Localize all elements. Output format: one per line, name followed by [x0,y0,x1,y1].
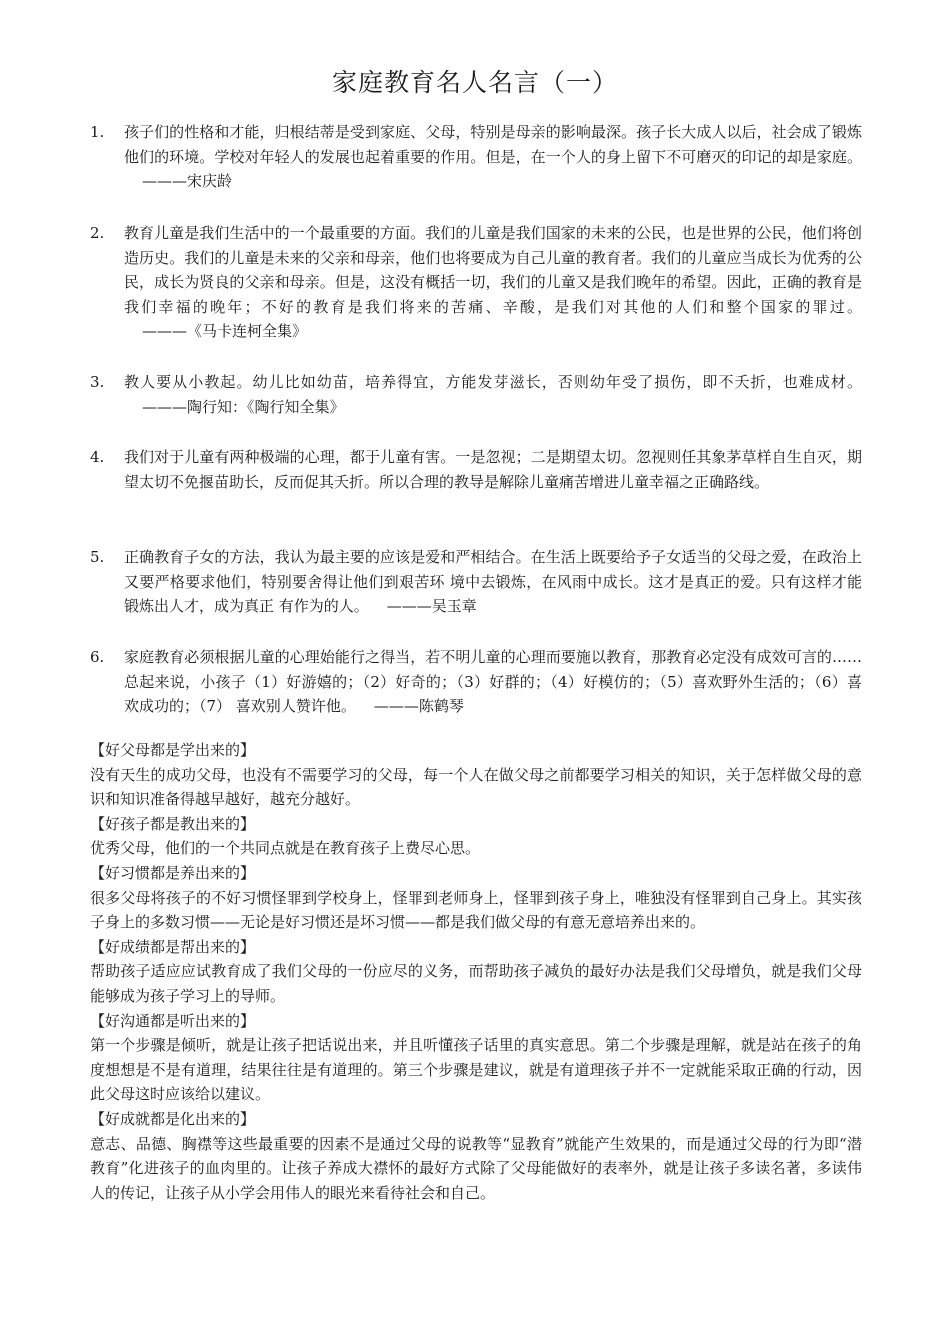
section-heading: 【好习惯都是养出来的】 [90,863,256,882]
quote-number: 1. [90,123,105,141]
quote-source: ———吴玉章 [386,597,477,615]
quote-text: 正确教育子女的方法，我认为最主要的应该是爱和严相结合。在生活上既要给予子女适当的父母之爱，在政治上又要严格要求他们，特别要舍得让他们到艰苦环 境中去锻炼，在风雨中成长。这才是真正的爱。只有这样才能锻炼出人才，成为真正 有作为的人。 [124,548,862,615]
quote-item-3 [90,370,862,419]
quote-body [124,545,862,619]
quote-source: ———陶行知：《陶行知全集》 [142,397,345,416]
quote-number: 2. [90,224,105,242]
quote-source: ———宋庆龄 [142,172,233,190]
quote-number: 5. [90,548,105,566]
section-text: 帮助孩子适应应试教育成了我们父母的一份应尽的义务，而帮助孩子减负的最好办法是我们父母增负，就是我们父母能够成为孩子学习上的导师。 [90,962,862,1005]
quote-source: ———《马卡连柯全集》 [142,322,308,340]
page-title: 家庭教育名人名言（一） [331,68,618,97]
quote-number: 4. [90,448,105,466]
quote-item-4 [90,445,862,494]
section-heading: 【好沟通都是听出来的】 [90,1011,256,1030]
quote-source: ———陈鹤琴 [373,697,464,715]
quote-text: 孩子们的性格和才能，归根结蒂是受到家庭、父母，特别是母亲的影响最深。孩子长大成人以后，社会成了锻炼他们的环境。学校对年轻人的发展也起着重要的作用。但是，在一个人的身上留下不可磨灭的印记的却是家庭。 [124,123,862,166]
quote-item-2 [90,221,862,344]
quote-text: 我们对于儿童有两种极端的心理，都于儿童有害。一是忽视；二是期望太切。忽视则任其象茅草样自生自灭，期望太切不免揠苗助长，反而促其夭折。所以合理的教导是解除儿童痛苦增进儿童幸福之正确路线。 [124,448,862,491]
quote-text: 教人要从小教起。幼儿比如幼苗，培养得宜，方能发芽滋长，否则幼年受了损伤，即不夭折，也难成材。 [124,373,862,391]
section-heading: 【好成就都是化出来的】 [90,1109,256,1128]
quote-text: 家庭教育必须根据儿童的心理始能行之得当，若不明儿童的心理而要施以教育，那教育必定没有成效可言的……总起来说，小孩子（1）好游嬉的；（2）好奇的；（3）好群的；（4）好模仿的；（5）喜欢野外生活的；（6）喜欢成功的；（7） 喜欢别人赞许他。 [124,648,862,715]
quote-number: 6. [90,648,105,666]
section-heading: 【好父母都是学出来的】 [90,741,256,759]
section-text: 意志、品德、胸襟等这些最重要的因素不是通过父母的说教等“显教育”就能产生效果的，而是通过父母的行为即“潜教育”化进孩子的血肉里的。让孩子养成大襟怀的最好方式除了父母能做好的表率外，就是让孩子多读名著，多读伟人的传记，让孩子从小学会用伟人的眼光来看待社会和自己。 [90,1134,862,1202]
section-text: 优秀父母，他们的一个共同点就是在教育孩子上费尽心思。 [90,839,481,858]
quote-number: 3. [90,373,105,391]
section-heading: 【好孩子都是教出来的】 [90,814,256,833]
section-heading: 【好成绩都是帮出来的】 [90,937,256,956]
section-text: 没有天生的成功父母，也没有不需要学习的父母，每一个人在做父母之前都要学习相关的知识，关于怎样做父母的意识和知识准备得越早越好，越充分越好。 [90,765,862,809]
quote-item-6 [90,645,862,719]
parenting-sections [90,738,862,1205]
quote-text: 教育儿童是我们生活中的一个最重要的方面。我们的儿童是我们国家的未来的公民，也是世界的公民，他们将创造历史。我们的儿童是未来的父亲和母亲，他们也将要成为自己儿童的教育者。我们的儿童应当成长为优秀的公民，成长为贤良的父亲和母亲。但是，这没有概括一切，我们的儿童又是我们晚年的希望。因此，正确的教育是我们幸福的晚年；不好的教育是我们将来的苦痛、辛酸，是我们对其他的人们和整个国家的罪过。 [124,224,862,316]
quote-body [124,445,862,494]
quote-item-5 [90,545,862,619]
quote-body [124,645,862,719]
quote-body [124,221,862,344]
quote-item-1 [90,120,862,194]
section-text: 很多父母将孩子的不好习惯怪罪到学校身上，怪罪到老师身上，怪罪到孩子身上，唯独没有怪罪到自己身上。其实孩子身上的多数习惯——无论是好习惯还是坏习惯——都是我们做父母的有意无意培养出来的。 [90,888,862,932]
quote-body [124,120,862,194]
quote-body [124,370,862,419]
section-text: 第一个步骤是倾听，就是让孩子把话说出来，并且听懂孩子话里的真实意思。第二个步骤是理解，就是站在孩子的角度想想是不是有道理，结果往往是有道理的。第三个步骤是建议，就是有道理孩子并不一定就能采取正确的行动，因此父母这时应该给以建议。 [90,1036,862,1104]
